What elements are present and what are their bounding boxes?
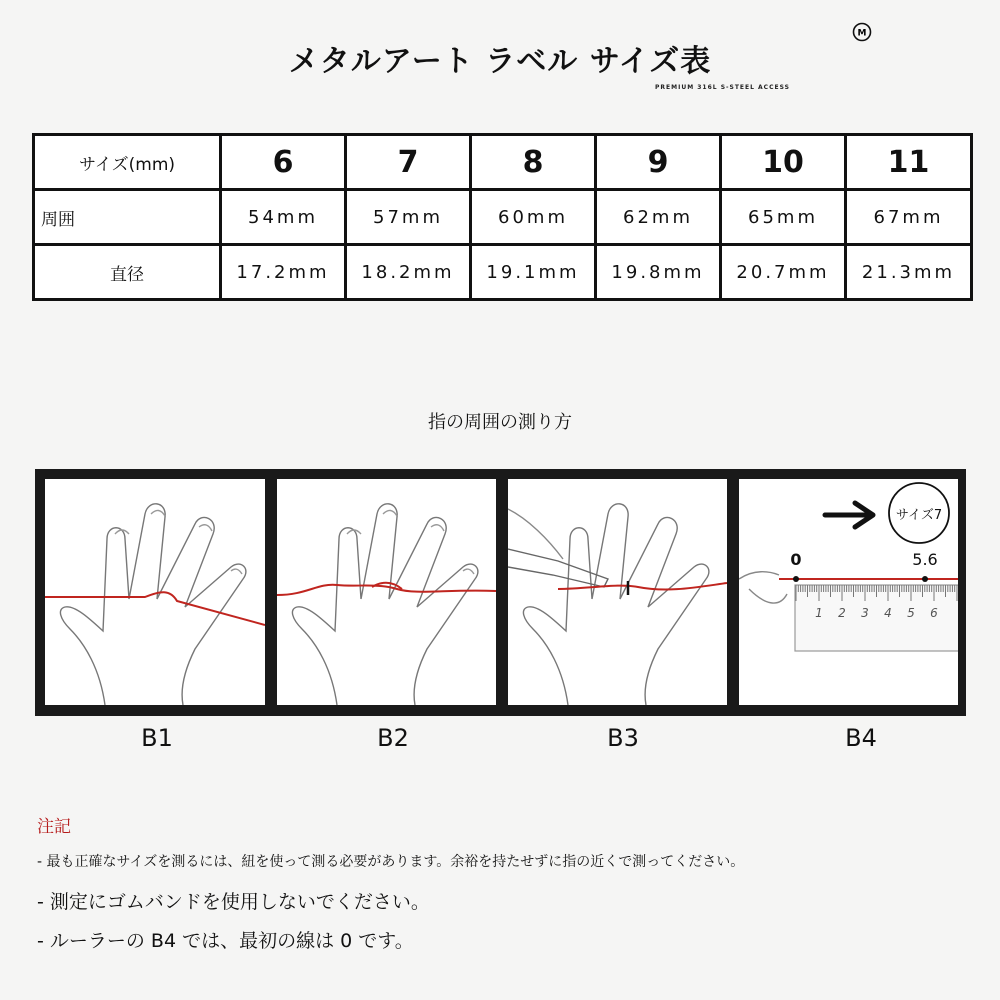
row-label-diameter: 直径: [34, 245, 221, 300]
panel-label-b2: B2: [377, 724, 409, 752]
size-header-cell: 7: [346, 135, 471, 190]
ruler-tick-label: 6: [930, 606, 938, 620]
measuring-string: [45, 592, 265, 625]
svg-text:M: M: [857, 28, 867, 39]
table-cell: 21.3mm: [846, 245, 972, 300]
ruler-tick-label: 5: [907, 606, 915, 620]
brand-logo-icon: [852, 22, 872, 42]
row-label-circumference: 周囲: [34, 190, 221, 245]
arrow-right-icon: [825, 503, 873, 527]
diameter-row: [34, 245, 972, 300]
measure-subtitle: 指の周囲の測り方: [428, 412, 572, 433]
panel-b2: [277, 479, 496, 705]
table-cell: 54mm: [221, 190, 346, 245]
table-cell: 20.7mm: [721, 245, 846, 300]
notes-heading: 注記: [37, 817, 71, 837]
measurement-illustration: [35, 469, 966, 716]
size-header-cell: 8: [471, 135, 596, 190]
measuring-string: [277, 585, 496, 595]
table-cell: 65mm: [721, 190, 846, 245]
hand-outline-icon: [523, 504, 708, 705]
size-table: [32, 133, 973, 301]
table-cell: 19.8mm: [596, 245, 721, 300]
measuring-string: [558, 583, 727, 590]
size-header-label: サイズ(mm): [34, 135, 221, 190]
panel-b4: [739, 479, 958, 705]
ruler-tick-label: 1: [815, 606, 823, 620]
ruler-start-label: 0: [790, 550, 802, 569]
panel-label-b1: B1: [141, 724, 173, 752]
table-cell: 57mm: [346, 190, 471, 245]
table-cell: 18.2mm: [346, 245, 471, 300]
size-badge-text: サイズ7: [895, 508, 943, 523]
note-item: - 最も正確なサイズを測るには、紐を使って測る必要があります。余裕を持たせずに指の近くで測ってください。: [37, 854, 745, 870]
panel-b3: [508, 479, 727, 705]
ruler-end-label: 5.6: [912, 550, 938, 569]
size-header-cell: 6: [221, 135, 346, 190]
size-header-cell: 10: [721, 135, 846, 190]
page-title: メタルアート ラベル サイズ表: [288, 44, 712, 79]
table-cell: 17.2mm: [221, 245, 346, 300]
table-cell: 67mm: [846, 190, 972, 245]
panel-label-b3: B3: [607, 724, 639, 752]
note-item: - 測定にゴムバンドを使用しないでください。: [37, 891, 430, 913]
panel-b1: [45, 479, 265, 705]
size-header-cell: 9: [596, 135, 721, 190]
ruler-tick-label: 4: [884, 606, 892, 620]
size-header-row: [34, 135, 972, 190]
table-cell: 60mm: [471, 190, 596, 245]
brand-tagline: PREMIUM 316L S-STEEL ACCESS: [655, 84, 790, 91]
ruler-tick-label: 3: [861, 606, 869, 620]
size-header-cell: 11: [846, 135, 972, 190]
hand-outline-icon: [60, 504, 245, 705]
pen-icon: [508, 549, 608, 587]
circumference-row: [34, 190, 972, 245]
table-cell: 62mm: [596, 190, 721, 245]
panel-label-b4: B4: [845, 724, 877, 752]
ruler-tick-label: 2: [838, 606, 846, 620]
table-cell: 19.1mm: [471, 245, 596, 300]
hand-outline-icon: [292, 504, 477, 705]
note-item: - ルーラーの B4 では、最初の線は 0 です。: [37, 930, 414, 952]
